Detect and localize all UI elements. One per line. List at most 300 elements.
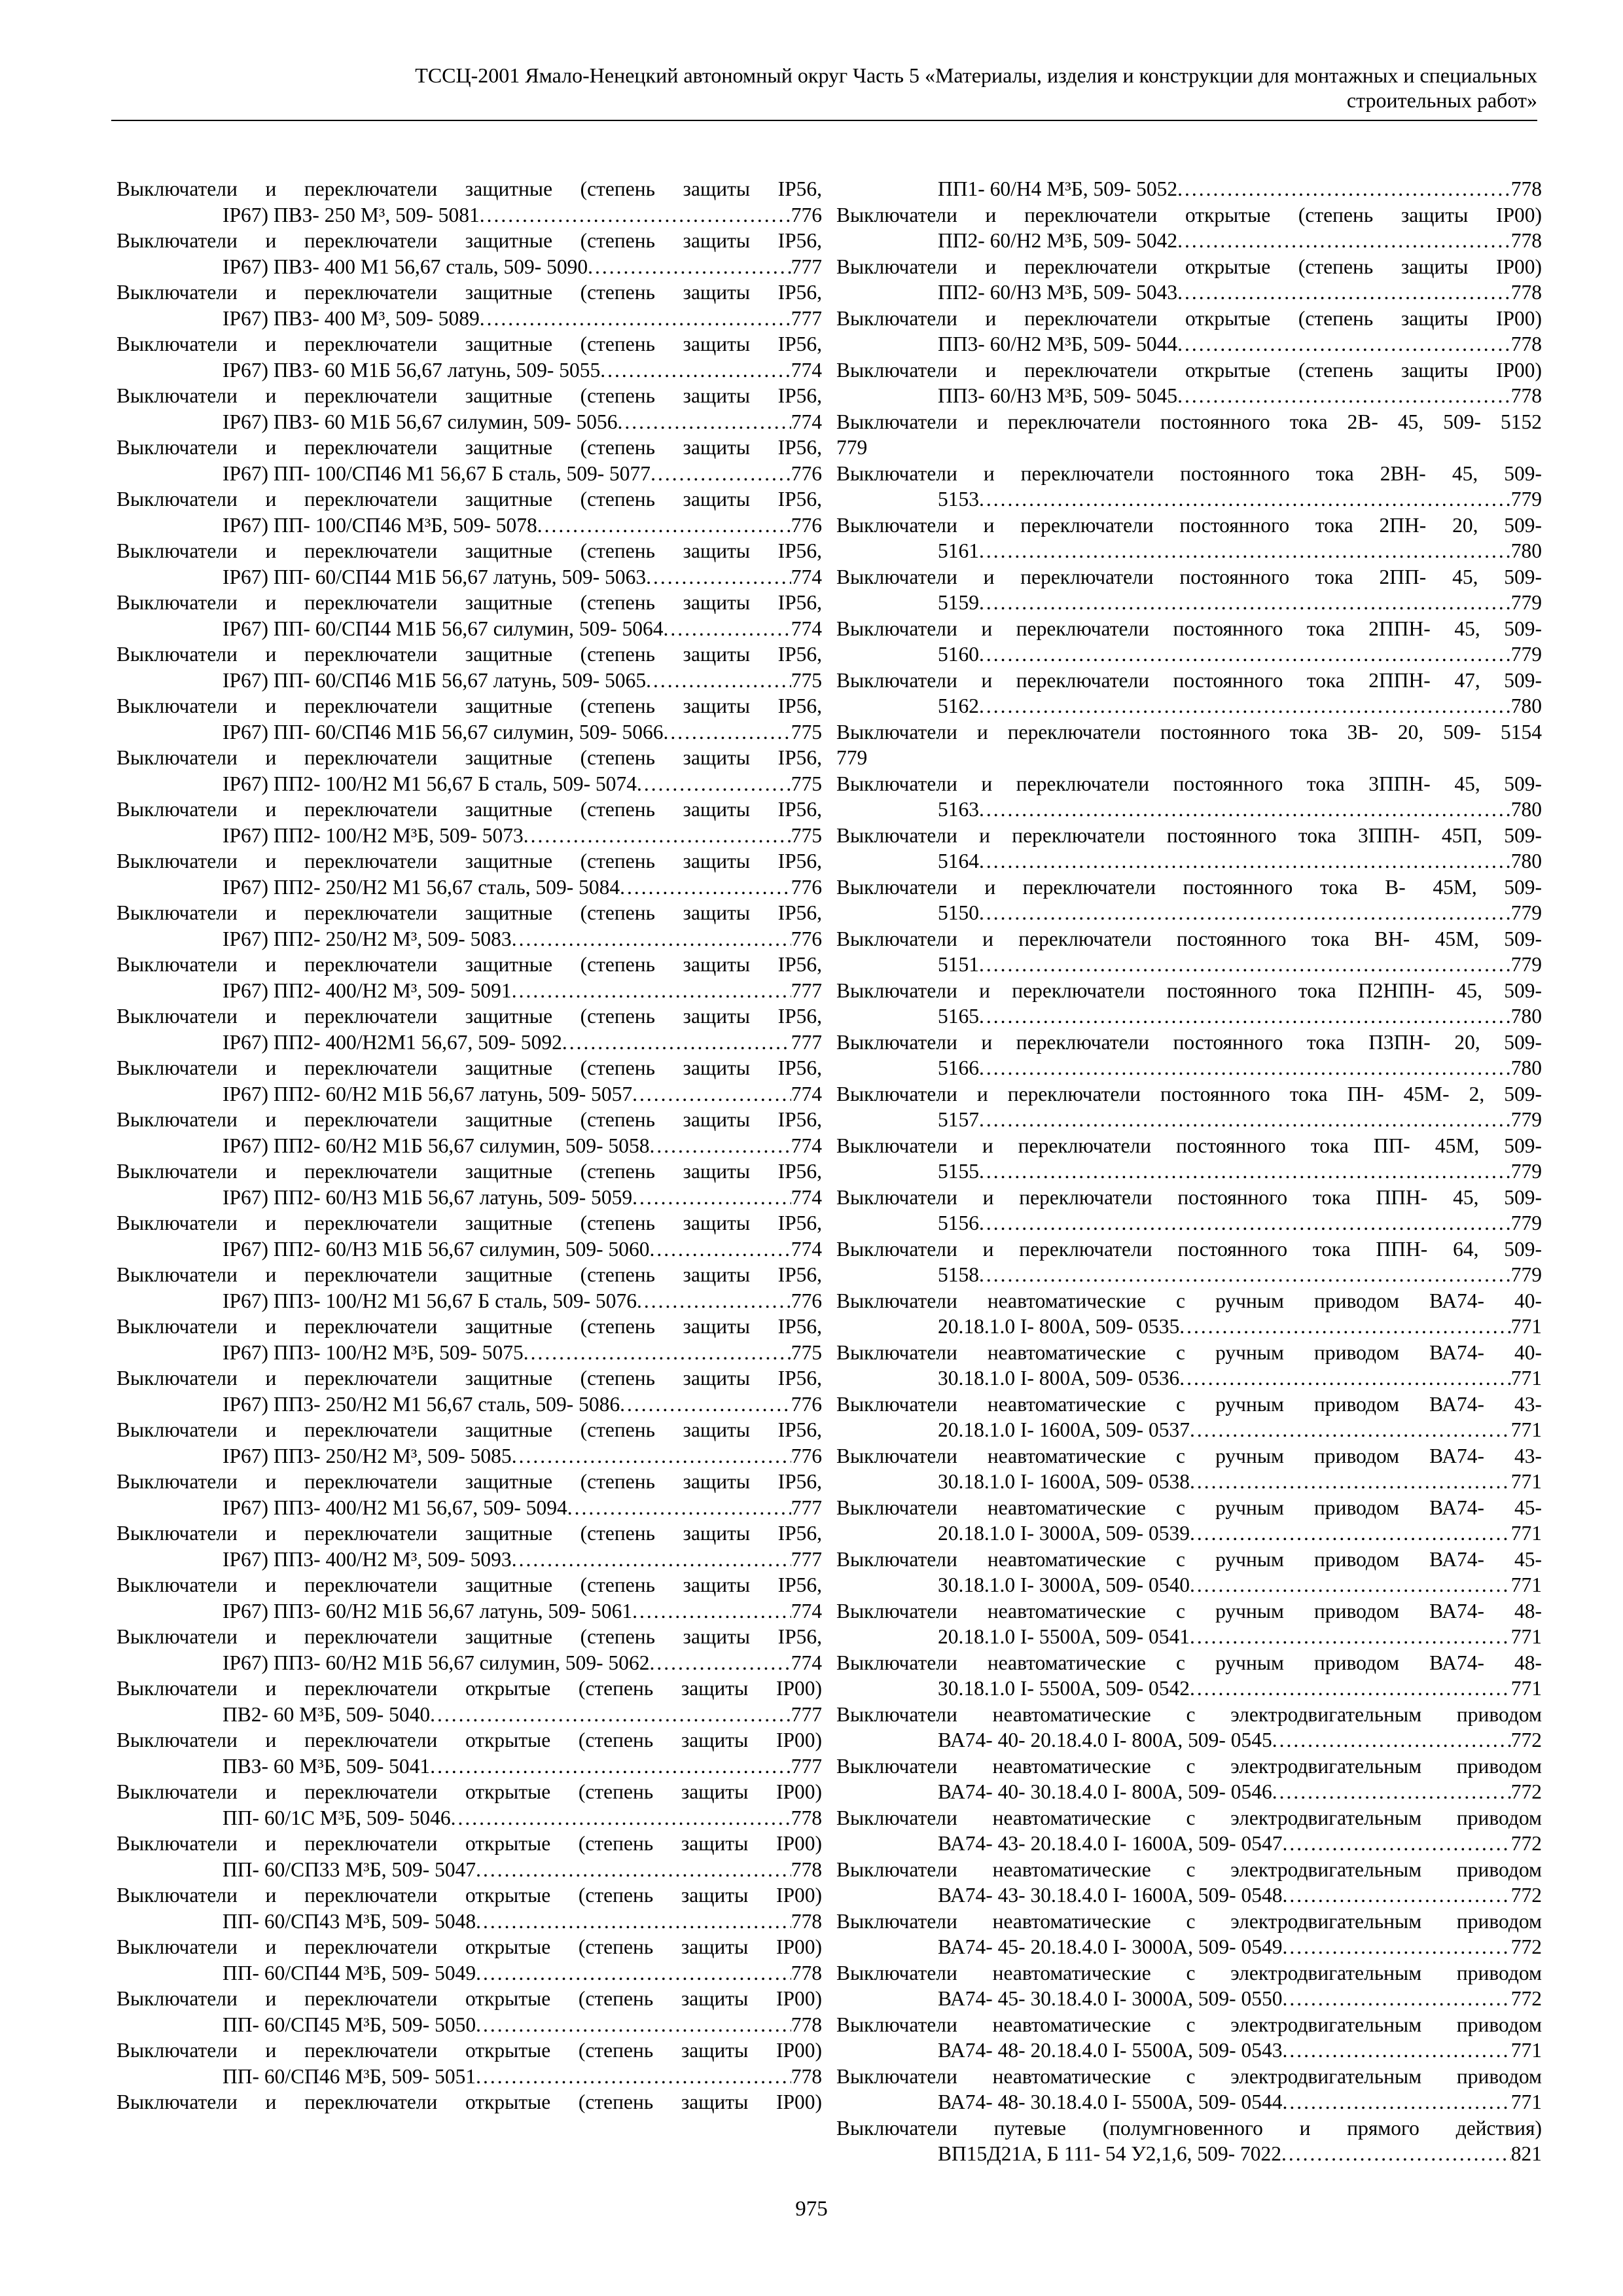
index-entry-title: Выключатели и переключатели открытые (степень защиты IP00) bbox=[116, 1987, 822, 2010]
index-page-ref: 779 bbox=[1510, 591, 1542, 614]
index-entry bbox=[836, 719, 1542, 771]
index-entry bbox=[836, 1598, 1542, 1650]
index-page-ref: 778 bbox=[791, 1909, 822, 1933]
index-entry-line bbox=[116, 978, 822, 1004]
index-entry bbox=[836, 771, 1542, 823]
index-entry bbox=[836, 1547, 1542, 1598]
leader-dots bbox=[650, 1236, 791, 1263]
leader-dots bbox=[646, 668, 791, 694]
index-entry-line bbox=[116, 2064, 822, 2090]
index-entry-title: Выключатели и переключатели защитные (степень защиты IP56, bbox=[116, 1108, 822, 1131]
index-entry-text: 20.18.1.0 I- 1600А, 509- 0537 bbox=[938, 1418, 1190, 1441]
index-entry-text: IP67) ПП2- 250/Н2 М³, 509- 5083 bbox=[223, 927, 512, 950]
leader-dots bbox=[632, 1185, 791, 1211]
leader-dots bbox=[650, 1650, 791, 1676]
index-entry bbox=[836, 823, 1542, 874]
index-entry-line bbox=[836, 1520, 1542, 1547]
index-page-ref: 776 bbox=[791, 875, 822, 899]
index-entry-text: ПВ2- 60 М³Б, 509- 5040 bbox=[223, 1702, 431, 1726]
index-entry-text: 20.18.1.0 I- 800А, 509- 0535 bbox=[938, 1315, 1180, 1338]
leader-dots bbox=[632, 1598, 791, 1624]
leader-dots bbox=[1190, 1520, 1511, 1547]
leader-dots bbox=[476, 1960, 791, 1986]
index-entry-text: IP67) ПП2- 100/Н2 М³Б, 509- 5073 bbox=[223, 823, 524, 847]
index-entry-line bbox=[836, 2089, 1542, 2115]
index-entry bbox=[116, 1055, 822, 1107]
leader-dots bbox=[1272, 1779, 1511, 1805]
index-entry-title: Выключатели неавтоматические с ручным приводом ВА74- 48- bbox=[836, 1599, 1542, 1623]
leader-dots bbox=[979, 797, 1511, 823]
index-entry-title: Выключатели и переключатели открытые (степень защиты IP00) bbox=[116, 1884, 822, 1907]
index-page-ref: 775 bbox=[791, 668, 822, 692]
leader-dots bbox=[1177, 176, 1511, 202]
index-entry bbox=[116, 279, 822, 331]
index-entry bbox=[116, 1727, 822, 1779]
index-page-ref: 779 bbox=[1510, 1108, 1542, 1131]
index-page-ref: 821 bbox=[1510, 2142, 1542, 2165]
leader-dots bbox=[979, 693, 1511, 719]
index-entry bbox=[836, 978, 1542, 1030]
index-page-ref: 771 bbox=[1510, 2039, 1542, 2062]
index-page-ref: 777 bbox=[791, 255, 822, 278]
index-entry bbox=[836, 668, 1542, 719]
leader-dots bbox=[476, 1857, 791, 1883]
index-entry bbox=[116, 693, 822, 745]
index-entry-text: 5155 bbox=[938, 1160, 979, 1183]
index-entry-title: Выключатели и переключатели защитные (степень защиты IP56, bbox=[116, 901, 822, 924]
index-entry-line bbox=[836, 900, 1542, 926]
index-entry-text: ВА74- 43- 20.18.4.0 I- 1600А, 509- 0547 bbox=[938, 1832, 1283, 1855]
index-entry-text: ВА74- 43- 30.18.4.0 I- 1600А, 509- 0548 bbox=[938, 1884, 1283, 1907]
index-entry bbox=[836, 1443, 1542, 1495]
index-entry-text: 5151 bbox=[938, 953, 979, 976]
index-page-ref: 777 bbox=[791, 1702, 822, 1726]
index-entry-title: Выключатели и переключатели постоянного тока 2ППН- 47, 509- bbox=[836, 668, 1542, 692]
index-entry bbox=[836, 1702, 1542, 1753]
index-entry bbox=[116, 1572, 822, 1624]
index-page-ref: 771 bbox=[1510, 1418, 1542, 1441]
index-entry-line bbox=[116, 306, 822, 332]
index-entry-text: ПП- 60/СП45 М³Б, 509- 5050 bbox=[223, 2013, 476, 2036]
index-entry-line bbox=[836, 1624, 1542, 1650]
index-entry-line bbox=[836, 1676, 1542, 1702]
leader-dots bbox=[1177, 279, 1511, 306]
index-entry-title: Выключатели и переключатели открытые (степень защиты IP00) bbox=[116, 1780, 822, 1803]
index-page-ref: 775 bbox=[791, 720, 822, 744]
index-entry-line bbox=[116, 616, 822, 642]
index-entry-text: 5164 bbox=[938, 850, 979, 872]
index-entry-title: Выключатели и переключатели защитные (степень защиты IP56, bbox=[116, 229, 822, 252]
index-entry-title: Выключатели неавтоматические с электродвигательным приводом bbox=[836, 1702, 1542, 1726]
index-entry-text: IP67) ПП- 100/СП46 М³Б, 509- 5078 bbox=[223, 513, 537, 537]
leader-dots bbox=[512, 926, 791, 952]
index-entry bbox=[836, 1391, 1542, 1443]
index-entry-title: Выключатели и переключатели защитные (степень защиты IP56, bbox=[116, 1625, 822, 1648]
index-entry-title: Выключатели и переключатели открытые (степень защиты IP00) bbox=[116, 1729, 822, 1751]
index-page-ref: 777 bbox=[791, 1547, 822, 1571]
index-entry-line bbox=[116, 1702, 822, 1728]
index-page-ref: 776 bbox=[791, 1392, 822, 1416]
index-page-ref: 776 bbox=[791, 927, 822, 950]
leader-dots bbox=[979, 1158, 1511, 1185]
index-entry-line bbox=[116, 202, 822, 228]
index-entry-title: Выключатели и переключатели постоянного тока 3ППН- 45П, 509- bbox=[836, 823, 1542, 847]
leader-dots bbox=[524, 1340, 791, 1366]
index-page-ref: 771 bbox=[1510, 1470, 1542, 1493]
index-page-ref: 772 bbox=[1510, 1935, 1542, 1958]
index-entry-line bbox=[116, 1081, 822, 1107]
index-entry-text: 5157 bbox=[938, 1108, 979, 1131]
index-entry-title: Выключатели неавтоматические с ручным приводом ВА74- 43- bbox=[836, 1444, 1542, 1467]
index-page-ref: 776 bbox=[791, 461, 822, 485]
index-entry bbox=[116, 435, 822, 486]
leader-dots bbox=[1190, 1469, 1511, 1495]
index-entry-title: Выключатели и переключатели защитные (степень защиты IP56, bbox=[116, 798, 822, 821]
index-entry bbox=[116, 176, 822, 228]
index-entry-text: IP67) ПВЗ- 60 М1Б 56,67 латунь, 509- 5055 bbox=[223, 358, 601, 382]
index-entry-title: Выключатели и переключатели открытые (степень защиты IP00) bbox=[116, 2090, 822, 2113]
index-entry-title: Выключатели неавтоматические с электродвигательным приводом bbox=[836, 1754, 1542, 1778]
index-entry-title: Выключатели и переключатели защитные (степень защиты IP56, bbox=[116, 1056, 822, 1079]
leader-dots bbox=[430, 1702, 791, 1728]
leader-dots bbox=[979, 641, 1511, 668]
leader-dots bbox=[600, 357, 791, 384]
index-entry-text: 5161 bbox=[938, 539, 979, 562]
leader-dots bbox=[1190, 1417, 1511, 1443]
index-entry-title: Выключатели и переключатели защитные (степень защиты IP56, bbox=[116, 1367, 822, 1390]
index-entry-line bbox=[836, 279, 1542, 306]
index-entry-line bbox=[836, 383, 1542, 409]
index-page-ref: 775 bbox=[791, 772, 822, 795]
index-entry-title: Выключатели и переключатели открытые (степень защиты IP00) bbox=[836, 358, 1542, 382]
index-entry-title: Выключатели и переключатели защитные (степень защиты IP56, bbox=[116, 1160, 822, 1183]
index-entry-title: Выключатели неавтоматические с ручным приводом ВА74- 45- bbox=[836, 1496, 1542, 1519]
index-entry bbox=[836, 874, 1542, 926]
leader-dots bbox=[562, 1030, 791, 1056]
index-page-ref: 775 bbox=[791, 1340, 822, 1364]
index-entry bbox=[116, 1262, 822, 1314]
index-page-ref: 779 bbox=[1510, 643, 1542, 666]
index-page-ref: 779 bbox=[1510, 1160, 1542, 1183]
index-page-ref: 780 bbox=[1510, 850, 1542, 872]
index-entry bbox=[836, 1960, 1542, 2012]
index-entry bbox=[116, 1158, 822, 1210]
index-entry-title: Выключатели и переключатели защитные (степень защиты IP56, bbox=[116, 332, 822, 355]
index-entry-title: Выключатели и переключатели защитные (степень защиты IP56, bbox=[116, 953, 822, 976]
index-entry-text: 5160 bbox=[938, 643, 979, 666]
leader-dots bbox=[979, 486, 1511, 512]
index-entry-text: ПП1- 60/Н4 М³Б, 509- 5052 bbox=[938, 177, 1178, 200]
index-entry bbox=[116, 1624, 822, 1676]
index-page-ref: 774 bbox=[791, 1134, 822, 1157]
index-entry-title: Выключатели и переключатели постоянного тока 2ПП- 45, 509- bbox=[836, 565, 1542, 588]
index-entry-line bbox=[116, 1909, 822, 1935]
index-page-ref: 771 bbox=[1510, 1625, 1542, 1648]
leader-dots bbox=[1190, 1624, 1511, 1650]
index-entry-text: IP67) ПВЗ- 60 М1Б 56,67 силумин, 509- 5056 bbox=[223, 410, 618, 433]
leader-dots bbox=[637, 1288, 791, 1314]
index-entry-line bbox=[836, 1934, 1542, 1960]
index-page-ref: 779 bbox=[836, 746, 868, 769]
index-page-ref: 777 bbox=[791, 1030, 822, 1054]
index-page-ref: 774 bbox=[791, 1651, 822, 1674]
index-entry-text: IP67) ПП- 60/СП44 М1Б 56,67 латунь, 509- 5063 bbox=[223, 565, 647, 588]
index-page-ref: 779 bbox=[1510, 1263, 1542, 1286]
index-page-ref: 777 bbox=[791, 978, 822, 1002]
leader-dots bbox=[588, 254, 791, 280]
index-entry bbox=[116, 1003, 822, 1055]
index-entry-title: Выключатели и переключатели постоянного тока ПП- 45М, 509- bbox=[836, 1134, 1542, 1157]
index-page-ref: 776 bbox=[791, 203, 822, 226]
index-entry-text: ПП- 60/СП44 М³Б, 509- 5049 bbox=[223, 1961, 476, 1984]
index-entry-line bbox=[836, 2037, 1542, 2064]
index-entry-line bbox=[836, 797, 1542, 823]
index-entry bbox=[836, 1857, 1542, 1909]
index-entry-line bbox=[836, 228, 1542, 254]
leader-dots bbox=[651, 461, 791, 487]
index-page-ref: 772 bbox=[1510, 1987, 1542, 2010]
index-entry-line bbox=[836, 1365, 1542, 1391]
index-entry-text: IP67) ПП2- 100/Н2 М1 56,67 Б сталь, 509- 5074 bbox=[223, 772, 637, 795]
index-entry bbox=[116, 1986, 822, 2037]
index-page-ref: 779 bbox=[1510, 953, 1542, 976]
index-page-ref: 771 bbox=[1510, 1367, 1542, 1390]
leader-dots bbox=[979, 538, 1511, 564]
index-entry bbox=[836, 1650, 1542, 1702]
index-entry-title: Выключатели и переключатели постоянного тока ППН- 45, 509- bbox=[836, 1185, 1542, 1209]
index-entry-line bbox=[836, 1262, 1542, 1288]
leader-dots bbox=[979, 590, 1511, 616]
leader-dots bbox=[1281, 2141, 1511, 2167]
index-entry bbox=[836, 926, 1542, 978]
index-entry-line bbox=[116, 564, 822, 590]
index-entry-line bbox=[836, 486, 1542, 512]
index-page-ref: 779 bbox=[1510, 901, 1542, 924]
index-entry-line bbox=[116, 1960, 822, 1986]
leader-dots bbox=[664, 616, 791, 642]
index-entry-line bbox=[116, 1288, 822, 1314]
index-entry-line bbox=[836, 176, 1542, 202]
index-entry bbox=[836, 176, 1542, 202]
index-entry-text: ВП15Д21А, Б 111- 54 У2,1,6, 509- 7022 bbox=[938, 2142, 1282, 2165]
index-page-ref: 776 bbox=[791, 1289, 822, 1312]
index-entry-line bbox=[116, 1753, 822, 1780]
index-entry-title: Выключатели и переключатели открытые (степень защиты IP00) bbox=[836, 203, 1542, 226]
index-entry bbox=[836, 2064, 1542, 2115]
index-entry-text: ПП- 60/СП43 М³Б, 509- 5048 bbox=[223, 1909, 476, 1933]
index-entry bbox=[116, 228, 822, 279]
index-page-ref: 771 bbox=[1510, 1522, 1542, 1545]
index-entry-text: 20.18.1.0 I- 3000А, 509- 0539 bbox=[938, 1522, 1190, 1545]
index-entry-line bbox=[836, 693, 1542, 719]
index-entry bbox=[116, 1779, 822, 1831]
index-entry-title: Выключатели и переключатели защитные (степень защиты IP56, bbox=[116, 1005, 822, 1028]
index-entry-line bbox=[836, 1727, 1542, 1753]
index-entry-text: ВА74- 45- 20.18.4.0 I- 3000А, 509- 0549 bbox=[938, 1935, 1283, 1958]
leader-dots bbox=[476, 1909, 791, 1935]
index-page-ref: 780 bbox=[1510, 798, 1542, 821]
index-entry-text: IP67) ПП- 60/СП46 М1Б 56,67 силумин, 509- 5066 bbox=[223, 720, 664, 744]
index-entry-title: Выключатели и переключатели защитные (степень защиты IP56, bbox=[116, 1522, 822, 1545]
index-entry-line bbox=[836, 1417, 1542, 1443]
index-entry bbox=[116, 538, 822, 590]
index-entry-text: 30.18.1.0 I- 5500А, 509- 0542 bbox=[938, 1677, 1190, 1700]
index-entry-text: 5159 bbox=[938, 591, 979, 614]
leader-dots bbox=[1282, 2037, 1510, 2064]
leader-dots bbox=[664, 719, 791, 745]
index-entry-line bbox=[836, 1779, 1542, 1805]
leader-dots bbox=[979, 1262, 1511, 1288]
index-entry-text: IP67) ПП3- 100/Н2 М1 56,67 Б сталь, 509- 5076 bbox=[223, 1289, 637, 1312]
index-entry-line bbox=[116, 1857, 822, 1883]
leader-dots bbox=[1272, 1727, 1511, 1753]
index-entry-title: Выключатели и переключатели защитные (степень защиты IP56, bbox=[116, 746, 822, 769]
index-entry bbox=[116, 331, 822, 383]
leader-dots bbox=[650, 1133, 791, 1159]
index-entry-title: Выключатели и переключатели постоянного тока 3ППН- 45, 509- bbox=[836, 772, 1542, 795]
index-entry-title: Выключатели неавтоматические с электродвигательным приводом bbox=[836, 1909, 1542, 1933]
index-entry bbox=[836, 1909, 1542, 1960]
index-entry-title: Выключатели и переключатели защитные (степень защиты IP56, bbox=[116, 436, 822, 459]
leader-dots bbox=[567, 1495, 791, 1521]
index-entry-line bbox=[116, 668, 822, 694]
leader-dots bbox=[1177, 383, 1511, 409]
index-entry-text: IP67) ПП2- 60/Н3 М1Б 56,67 латунь, 509- 5059 bbox=[223, 1185, 633, 1209]
index-entry bbox=[116, 1831, 822, 1882]
index-page-ref: 774 bbox=[791, 358, 822, 382]
leader-dots bbox=[524, 823, 791, 849]
index-page-ref: 780 bbox=[1510, 694, 1542, 717]
index-entry bbox=[836, 1236, 1542, 1288]
index-entry-title: Выключатели и переключатели защитные (степень защиты IP56, bbox=[116, 694, 822, 717]
index-entry bbox=[116, 641, 822, 693]
index-entry-line bbox=[116, 2012, 822, 2038]
index-page-ref: 772 bbox=[1510, 1884, 1542, 1907]
index-entry-text: ПП- 60/СП46 М³Б, 509- 5051 bbox=[223, 2064, 476, 2088]
index-entry-title: Выключатели и переключатели защитные (степень защиты IP56, bbox=[116, 384, 822, 407]
index-entry-text: 5162 bbox=[938, 694, 979, 717]
index-entry-title: Выключатели неавтоматические с ручным приводом ВА74- 48- bbox=[836, 1651, 1542, 1674]
index-entry-line bbox=[836, 1831, 1542, 1857]
index-entry bbox=[116, 1520, 822, 1572]
index-entry-text: IP67) ПВЗ- 400 М1 56,67 сталь, 509- 5090 bbox=[223, 255, 588, 278]
index-entry bbox=[836, 254, 1542, 306]
index-entry-line bbox=[116, 1598, 822, 1624]
index-page-ref: 771 bbox=[1510, 1573, 1542, 1596]
index-page-ref: 778 bbox=[791, 1857, 822, 1881]
index-page-ref: 779 bbox=[1510, 488, 1542, 511]
index-page-ref: 774 bbox=[791, 410, 822, 433]
index-page-ref: 771 bbox=[1510, 1677, 1542, 1700]
index-entry bbox=[116, 486, 822, 538]
leader-dots bbox=[646, 564, 791, 590]
index-entry-title: Выключатели и переключатели постоянного тока В- 45М, 509- bbox=[836, 875, 1542, 899]
index-entry-text: IP67) ПП2- 400/Н2М1 56,67, 509- 5092 bbox=[223, 1030, 562, 1054]
index-page-ref: 778 bbox=[791, 1961, 822, 1984]
index-entry-line bbox=[116, 1391, 822, 1418]
index-entry bbox=[836, 2115, 1542, 2167]
index-entry-text: IP67) ПП2- 400/Н2 М³, 509- 5091 bbox=[223, 978, 512, 1002]
index-entry bbox=[836, 1030, 1542, 1081]
index-entry bbox=[836, 1495, 1542, 1547]
index-entry-line bbox=[116, 1650, 822, 1676]
index-entry-line bbox=[116, 874, 822, 901]
index-entry-text: 30.18.1.0 I- 1600А, 509- 0538 bbox=[938, 1470, 1190, 1493]
index-entry-title: Выключатели и переключатели постоянного тока П2НПН- 45, 509- bbox=[836, 978, 1542, 1002]
index-entry-line bbox=[836, 331, 1542, 357]
index-entry bbox=[836, 2012, 1542, 2064]
index-entry-text: 5165 bbox=[938, 1005, 979, 1028]
index-entry-title: Выключатели и переключатели постоянного тока ВН- 45М, 509- bbox=[836, 927, 1542, 950]
index-entry-text: IP67) ПП2- 250/Н2 М1 56,67 сталь, 509- 5084 bbox=[223, 875, 620, 899]
index-page-ref: 775 bbox=[791, 823, 822, 847]
index-entry-text: 5166 bbox=[938, 1056, 979, 1079]
leader-dots bbox=[476, 2012, 791, 2038]
index-entry-text: IP67) ПП3- 400/Н2 М³, 509- 5093 bbox=[223, 1547, 512, 1571]
index-page-ref: 777 bbox=[791, 1496, 822, 1519]
leader-dots bbox=[1190, 1676, 1511, 1702]
index-entry-text: IP67) ПП3- 60/Н2 М1Б 56,67 латунь, 509- 5061 bbox=[223, 1599, 633, 1623]
index-entry-text: ПП3- 60/Н3 М³Б, 509- 5045 bbox=[938, 384, 1178, 407]
index-entry-line bbox=[116, 1805, 822, 1831]
index-entry-line bbox=[836, 1210, 1542, 1236]
index-page-ref: 772 bbox=[1510, 1729, 1542, 1751]
index-entry-text: IP67) ПП3- 60/Н2 М1Б 56,67 силумин, 509- 5062 bbox=[223, 1651, 650, 1674]
index-entry bbox=[116, 1314, 822, 1365]
index-entry-text: IP67) ПВЗ- 400 М³, 509- 5089 bbox=[223, 306, 480, 330]
index-column-right bbox=[836, 176, 1542, 2167]
index-entry-line bbox=[836, 1055, 1542, 1081]
index-entry bbox=[836, 616, 1542, 668]
index-entry-line bbox=[836, 1469, 1542, 1495]
index-page-ref: 771 bbox=[1510, 1315, 1542, 1338]
index-entry-title: Выключатели и переключатели защитные (степень защиты IP56, bbox=[116, 643, 822, 666]
index-entry-line bbox=[116, 1030, 822, 1056]
index-entry-text: IP67) ПП3- 400/Н2 М1 56,67, 509- 5094 bbox=[223, 1496, 567, 1519]
index-entry-text: IP67) ПП3- 250/Н2 М1 56,67 сталь, 509- 5086 bbox=[223, 1392, 620, 1416]
header-line-1: ТССЦ-2001 Ямало-Ненецкий автономный округ Часть 5 «Материалы, изделия и конструкции для монтажных и специальных bbox=[415, 63, 1537, 87]
index-entry-title: Выключатели неавтоматические с электродвигательным приводом bbox=[836, 1806, 1542, 1829]
leader-dots bbox=[430, 1753, 791, 1780]
leader-dots bbox=[979, 1055, 1511, 1081]
index-entry-text: IP67) ПВЗ- 250 М³, 509- 5081 bbox=[223, 203, 480, 226]
leader-dots bbox=[1282, 1934, 1510, 1960]
index-entry-line bbox=[836, 848, 1542, 874]
index-page-ref: 780 bbox=[1510, 539, 1542, 562]
index-entry-title: Выключатели и переключатели открытые (степень защиты IP00) bbox=[836, 255, 1542, 278]
index-page-ref: 779 bbox=[1510, 1211, 1542, 1234]
index-entry-title: Выключатели и переключатели постоянного тока ПН- 45М- 2, 509- bbox=[836, 1082, 1542, 1105]
index-entry-line bbox=[116, 461, 822, 487]
index-entry-text: 30.18.1.0 I- 3000А, 509- 0540 bbox=[938, 1573, 1190, 1596]
index-entry-line bbox=[116, 512, 822, 539]
index-entry-line bbox=[116, 1133, 822, 1159]
header-divider bbox=[111, 120, 1537, 121]
index-page-ref: 776 bbox=[791, 513, 822, 537]
index-entry bbox=[836, 1753, 1542, 1805]
leader-dots bbox=[1282, 1831, 1510, 1857]
index-entry bbox=[836, 409, 1542, 461]
index-entry-title: Выключатели и переключатели открытые (степень защиты IP00) bbox=[116, 1832, 822, 1855]
index-entry-title: Выключатели и переключатели постоянного тока 3В- 20, 509- 5154 bbox=[836, 720, 1542, 744]
index-entry-title: Выключатели и переключатели защитные (степень защиты IP56, bbox=[116, 850, 822, 872]
leader-dots bbox=[979, 1003, 1511, 1030]
index-entry-title: Выключатели неавтоматические с ручным приводом ВА74- 45- bbox=[836, 1547, 1542, 1571]
leader-dots bbox=[637, 771, 791, 797]
index-entry-title: Выключатели и переключатели защитные (степень защиты IP56, bbox=[116, 281, 822, 304]
index-entry-title: Выключатели и переключатели постоянного тока 2В- 45, 509- 5152 bbox=[836, 410, 1542, 433]
index-entry-text: ПП3- 60/Н2 М³Б, 509- 5044 bbox=[938, 332, 1178, 355]
